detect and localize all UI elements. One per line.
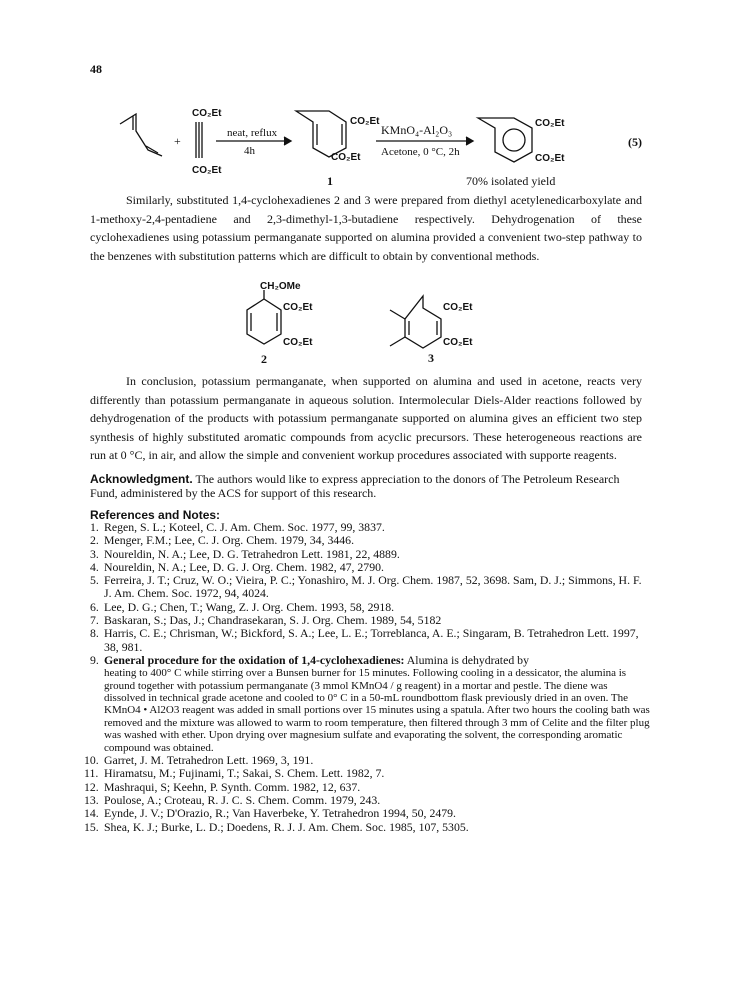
reference-item xyxy=(90,574,650,601)
condition-2-top: KMnO₄-Al₂O₃ xyxy=(381,123,453,137)
plus-sign: + xyxy=(174,134,181,148)
product2-co2et-bottom: CO₂Et xyxy=(535,153,565,164)
reference-number: 6. xyxy=(90,599,99,614)
compound-label-1: 1 xyxy=(327,174,333,188)
reference-number: 5. xyxy=(90,573,99,588)
reference-item xyxy=(84,806,650,821)
reference-item xyxy=(90,614,650,627)
page-number: 48 xyxy=(90,62,102,76)
ch2ome-label: CH₂OMe xyxy=(260,281,301,292)
para2-line: differently than potassium permanganate in aqueous solution. Intermolecular Diels-Alder reactions followed by xyxy=(90,392,642,407)
references-title: References and Notes: xyxy=(90,508,221,522)
para1-line: Similarly, substituted 1,4-cyclohexadienes 2 and 3 were prepared from diethyl acetylenedicarboxylate and xyxy=(126,193,642,207)
para2-line: dehydrogenation of the products with potassium permanganate supported on alumina gives an efficient two step xyxy=(90,411,642,426)
acknowledgment-text: The authors would like to express appreciation to the donors of The Petroleum Research Fund, administered by the ACS for support of this research. xyxy=(90,472,620,500)
structure-3-ring xyxy=(405,296,441,348)
reference-text: Mashraqui, S; Keehn, P. Synth. Comm. 1982, 12, 637. xyxy=(104,779,361,794)
reference-number: 13. xyxy=(84,793,99,807)
condition-1-top: neat, reflux xyxy=(227,127,278,139)
product1-co2et-bottom: CO₂Et xyxy=(331,152,361,163)
reference-text: Noureldin, N. A.; Lee, D. G. Tetrahedron Lett. 1981, 22, 4889. xyxy=(104,546,400,561)
para2-line: In conclusion, potassium permanganate, when supported on alumina and used in acetone, reacts very xyxy=(126,374,642,388)
reference-number: 2. xyxy=(90,533,99,548)
structure-2-co2et-bottom: CO₂Et xyxy=(283,337,313,348)
reference-item xyxy=(90,627,650,654)
reference-item xyxy=(90,534,650,547)
structures-2-3 xyxy=(0,0,731,380)
structure-2-co2et-top: CO₂Et xyxy=(283,302,313,313)
reference-item xyxy=(90,601,650,614)
acknowledgment xyxy=(90,472,642,500)
alkyne-co2et-top: CO₂Et xyxy=(192,108,222,119)
paragraph-2 xyxy=(90,372,642,465)
references-list xyxy=(84,520,650,834)
product2-co2et-top: CO₂Et xyxy=(535,118,565,129)
reference-item xyxy=(90,521,650,534)
reference-number: 1. xyxy=(90,520,99,534)
reference-text: Eynde, J. V.; D'Orazio, R.; Van Haverbeke, Y. Tetrahedron 1994, 50, 2479. xyxy=(104,806,456,821)
reference-number: 9. xyxy=(90,652,99,667)
reference-item xyxy=(90,654,650,754)
reference-number: 3. xyxy=(90,546,99,561)
reference-item xyxy=(90,561,650,574)
yield-label: 70% isolated yield xyxy=(466,174,556,188)
reference-item xyxy=(84,819,650,834)
condition-2-bottom: Acetone, 0 °C, 2h xyxy=(381,146,460,158)
reference-text: Garret, J. M. Tetrahedron Lett. 1969, 3, 191. xyxy=(104,753,314,768)
procedure-body: heating to 400° C while stirring over a Bunsen burner for 15 minutes. Following cooling in a dessicator, the alumina is ground together with potassium permanganate (3 mmol KMnO4 / g reagent) in a mortar and pestle. The diene was dissolved in technical grade acetone and cooled to 0° C in a 50-mL roundbottom flask previously dried in an oven. The KMnO4 • Al2O3 reagent was added in small portions over 15 minutes using a spatula. After two hours the cooling bath was removed and the mixture was allowed to warm to room temperature, then filtered through 3 mm of Celite and the filter plug was washed with ether. Upon drying over magnesium sulfate and evaporating the solvent, the corresponding aromatic compound was obtained. xyxy=(104,667,650,754)
para2-line: run at 0 °C, in air, and allow the simple and convenient workup procedures associated with supporte reagents. xyxy=(90,448,617,463)
reference-text: Poulose, A.; Croteau, R. J. C. S. Chem. Comm. 1979, 243. xyxy=(104,793,381,807)
structure-3-co2et-top: CO₂Et xyxy=(443,302,473,313)
reference-text: Shea, K. J.; Burke, L. D.; Doedens, R. J. J. Am. Chem. Soc. 1985, 107, 5305. xyxy=(104,819,469,834)
reference-item xyxy=(90,548,650,561)
para1-line: cyclohexadienes using potassium permanganate supported on alumina provided a convenient two-step pathway to xyxy=(90,230,642,245)
procedure-heading: General procedure for the oxidation of 1,4-cyclohexadienes: xyxy=(104,652,405,667)
reference-text: Baskaran, S.; Das, J.; Chandrasekaran, S. J. Org. Chem. 1989, 54, 5182 xyxy=(104,613,442,628)
reference-text: Harris, C. E.; Chrisman, W.; Bickford, S. A.; Lee, L. E.; Torreblanca, A. E.; Singaram, B. Tetrahedron Lett. 1997, 38, 981. xyxy=(104,626,639,654)
reference-number: 15. xyxy=(84,819,99,834)
reference-text: Ferreira, J. T.; Cruz, W. O.; Vieira, P. C.; Yonashiro, M. J. Org. Chem. 1987, 52, 3698. Sam, D. J.; Simmons, H. F. J. Am. Chem. Soc. 1972, 94, 4024. xyxy=(104,573,642,601)
reference-text: Lee, D. G.; Chen, T.; Wang, Z. J. Org. Chem. 1993, 58, 2918. xyxy=(104,599,395,614)
compound-label-2: 2 xyxy=(261,352,267,366)
reference-text: Menger, F.M.; Lee, C. J. Org. Chem. 1979, 34, 3446. xyxy=(104,533,355,548)
acknowledgment-heading: Acknowledgment. xyxy=(90,472,193,486)
structure-2-ring xyxy=(247,299,281,344)
compound-label-3: 3 xyxy=(428,351,434,365)
reference-number: 8. xyxy=(90,626,99,641)
condition-1-bottom: 4h xyxy=(244,145,255,157)
reference-number: 4. xyxy=(90,559,99,574)
reference-number: 7. xyxy=(90,613,99,628)
reference-text: Regen, S. L.; Koteel, C. J. Am. Chem. Soc. 1977, 99, 3837. xyxy=(104,520,385,534)
reference-number: 10. xyxy=(84,753,99,768)
para1-line: the benzenes with substitution patterns which are difficult to obtain by conventional methods. xyxy=(90,248,540,263)
product1-co2et-top: CO₂Et xyxy=(350,116,380,127)
para2-line: synthesis of highly substituted aromatic compounds from acyclic precursors. These heterogeneous reactions are xyxy=(90,429,642,444)
reference-number: 12. xyxy=(84,779,99,794)
alkyne-co2et-bottom: CO₂Et xyxy=(192,165,222,176)
reference-number: 14. xyxy=(84,806,99,821)
reference-text: Hiramatsu, M.; Fujinami, T.; Sakai, S. Chem. Lett. 1982, 7. xyxy=(104,766,385,781)
reference-item xyxy=(84,766,650,781)
structure-3-co2et-bottom: CO₂Et xyxy=(443,337,473,348)
reference-item xyxy=(84,779,650,794)
reference-text: Alumina is dehydrated by xyxy=(404,652,529,667)
reference-number: 11. xyxy=(84,766,99,781)
reference-item xyxy=(84,753,650,768)
para1-line: 1-methoxy-2,4-pentadiene and 2,3-dimethyl-1,3-butadiene respectively. Dehydrogenation of these xyxy=(90,211,642,226)
equation-number: (5) xyxy=(628,135,642,149)
reference-text: Noureldin, N. A.; Lee, D. G. J. Org. Chem. 1982, 47, 2790. xyxy=(104,559,384,574)
reference-item xyxy=(84,793,650,807)
